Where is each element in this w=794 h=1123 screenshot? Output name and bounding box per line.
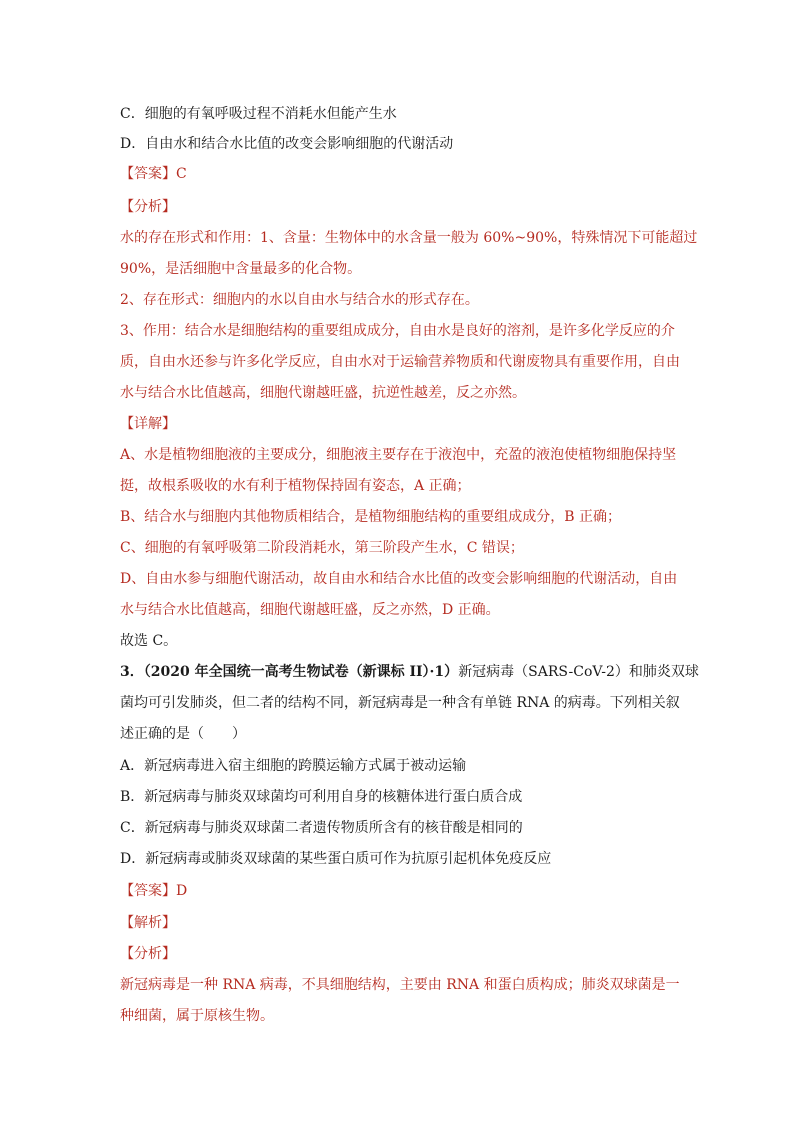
q3-source: （2020 年全国统一高考生物试卷（新课标 II）·1） [143, 664, 459, 680]
q3-stem-line3: 述正确的是（ ） [120, 726, 246, 742]
answer-value: C [176, 166, 187, 182]
q3-analysis-line: 新冠病毒是一种 RNA 病毒，不具细胞结构，主要由 RNA 和蛋白质构成；肺炎双球菌是一 [120, 977, 680, 993]
q2-detail-tag: 【详解】 [120, 416, 176, 432]
q2-detail-line: B、结合水与细胞内其他物质相结合，是植物细胞结构的重要组成成分，B 正确； [120, 509, 622, 525]
q2-detail-line: D、自由水参与细胞代谢活动，故自由水和结合水比值的改变会影响细胞的代谢活动，自由 [120, 571, 678, 587]
q2-conclusion: 故选 C。 [120, 633, 178, 649]
q2-detail-line: 挺，故根系吸收的水有利于植物保持固有姿态，A 正确； [120, 478, 471, 494]
q2-analysis-line: 3、作用：结合水是细胞结构的重要组成成分，自由水是良好的溶剂，是许多化学反应的介 [120, 323, 675, 339]
q3-stem-line2: 菌均可引发肺炎，但二者的结构不同，新冠病毒是一种含有单链 RNA 的病毒。下列相关叙 [120, 695, 680, 711]
q2-option-d: D．自由水和结合水比值的改变会影响细胞的代谢活动 [120, 136, 454, 152]
answer-value: D [176, 883, 188, 899]
q3-option-b: B．新冠病毒与肺炎双球菌均可利用自身的核糖体进行蛋白质合成 [120, 789, 523, 805]
q2-detail-line: 水与结合水比值越高，细胞代谢越旺盛，反之亦然，D 正确。 [120, 602, 500, 618]
q2-answer [120, 164, 680, 184]
q2-analysis-tag: 【分析】 [120, 199, 176, 215]
q3-analysis-tag: 【分析】 [120, 946, 176, 962]
q2-analysis-line: 水的存在形式和作用：1、含量：生物体中的水含量一般为 60%~90%，特殊情况下可能超过 [120, 230, 698, 246]
q2-option-c: C．细胞的有氧呼吸过程不消耗水但能产生水 [120, 106, 397, 122]
q3-option-a: A．新冠病毒进入宿主细胞的跨膜运输方式属于被动运输 [120, 758, 467, 774]
q2-detail-line: A、水是植物细胞液的主要成分，细胞液主要存在于液泡中，充盈的液泡使植物细胞保持坚 [120, 447, 677, 463]
q3-option-d: D．新冠病毒或肺炎双球菌的某些蛋白质可作为抗原引起机体免疫反应 [120, 851, 552, 867]
q2-analysis-line: 质，自由水还参与许多化学反应，自由水对于运输营养物质和代谢废物具有重要作用，自由 [120, 354, 680, 370]
q2-analysis-line: 水与结合水比值越高，细胞代谢越旺盛，抗逆性越差，反之亦然。 [120, 385, 526, 401]
q3-stem-text: 新冠病毒（SARS-CoV-2）和肺炎双球 [458, 664, 699, 680]
q3-number: 3． [120, 664, 144, 680]
q2-analysis-line: 90%，是活细胞中含量最多的化合物。 [120, 261, 362, 277]
q3-analysis-line: 种细菌，属于原核生物。 [120, 1008, 274, 1024]
answer-tag: 【答案】 [120, 166, 176, 182]
q2-detail-line: C、细胞的有氧呼吸第二阶段消耗水，第三阶段产生水，C 错误； [120, 540, 524, 556]
q3-parse-tag: 【解析】 [120, 915, 176, 931]
q3-option-c: C．新冠病毒与肺炎双球菌二者遗传物质所含有的核苷酸是相同的 [120, 820, 523, 836]
q3-answer [120, 881, 680, 901]
answer-tag: 【答案】 [120, 883, 176, 899]
q2-analysis-line: 2、存在形式：细胞内的水以自由水与结合水的形式存在。 [120, 292, 479, 308]
q3-stem-line1 [120, 662, 699, 682]
